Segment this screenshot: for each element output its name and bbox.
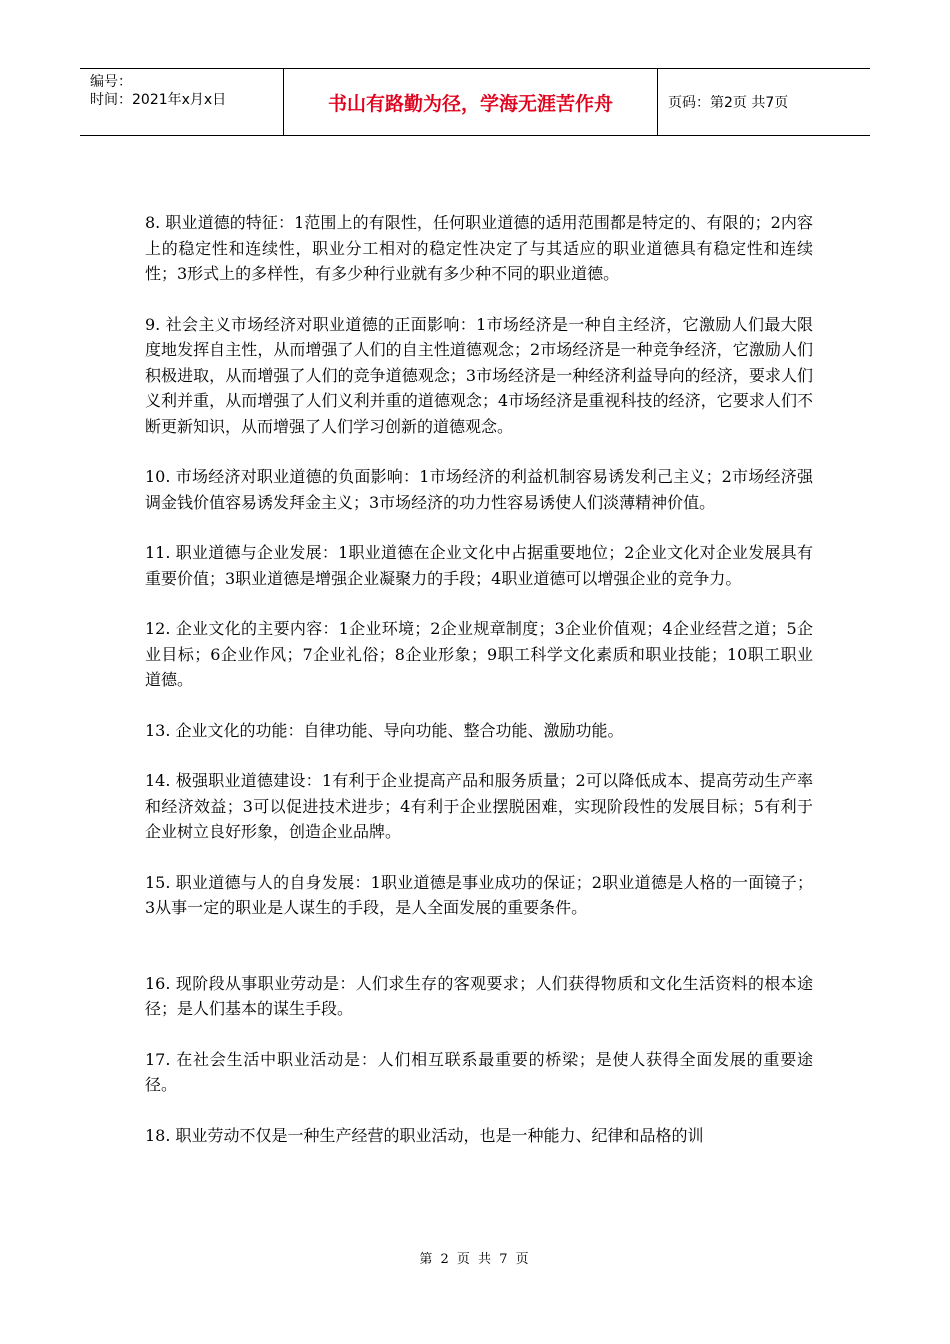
- paragraph-14: 14. 极强职业道德建设：1有利于企业提高产品和服务质量；2可以降低成本、提高劳动生产率和经济效益；3可以促进技术进步；4有利于企业摆脱困难，实现阶段性的发展目标；5有利于企业树立良好形象，创造企业品牌。: [145, 771, 813, 841]
- paragraph-12: 12. 企业文化的主要内容：1企业环境；2企业规章制度；3企业价值观；4企业经营之道；5企业目标；6企业作风；7企业礼俗；8企业形象；9职工科学文化素质和职业技能；10职工职业道德。: [145, 619, 813, 689]
- page-footer: 第 2 页 共 7 页: [419, 1252, 531, 1267]
- page-header: [80, 68, 870, 136]
- document-number-label: 编号：: [90, 74, 132, 90]
- header-page-number: 页码：第2页 共7页: [668, 95, 789, 111]
- document-body: [145, 210, 813, 1173]
- paragraph-9: 9. 社会主义市场经济对职业道德的正面影响：1市场经济是一种自主经济，它激励人们最大限度地发挥自主性，从而增强了人们的自主性道德观念；2市场经济是一种竞争经济，它激励人们积极进取，从而增强了人们的竞争道德观念；3市场经济是一种经济利益导向的经济，要求人们义利并重，从而增强了人们义利并重的道德观念；4市场经济是重视科技的经济，它要求人们不断更新知识，从而增强了人们学习创新的道德观念。: [145, 314, 813, 436]
- paragraph-15: 15. 职业道德与人的自身发展：1职业道德是事业成功的保证；2职业道德是人格的一面镜子；3从事一定的职业是人谋生的手段，是人全面发展的重要条件。: [145, 872, 813, 917]
- paragraph-10: 10. 市场经济对职业道德的负面影响：1市场经济的利益机制容易诱发利己主义；2市场经济强调金钱价值容易诱发拜金主义；3市场经济的功力性容易诱使人们淡薄精神价值。: [145, 467, 813, 512]
- paragraph-18: 18. 职业劳动不仅是一种生产经营的职业活动，也是一种能力、纪律和品格的训: [145, 1125, 704, 1145]
- paragraph-17: 17. 在社会生活中职业活动是：人们相互联系最重要的桥梁；是使人获得全面发展的重要途径。: [145, 1049, 813, 1094]
- paragraph-13: 13. 企业文化的功能：自律功能、导向功能、整合功能、激励功能。: [145, 720, 624, 740]
- header-slogan: 书山有路勤为径，学海无涯苦作舟: [284, 69, 658, 135]
- document-time-label: 时间：2021年x月x日: [90, 92, 227, 108]
- paragraph-16: 16. 现阶段从事职业劳动是：人们求生存的客观要求；人们获得物质和文化生活资料的根本途径；是人们基本的谋生手段。: [145, 973, 813, 1018]
- header-meta-cell: [80, 69, 284, 135]
- paragraph-11: 11. 职业道德与企业发展：1职业道德在企业文化中占据重要地位；2企业文化对企业发展具有重要价值；3职业道德是增强企业凝聚力的手段；4职业道德可以增强企业的竞争力。: [145, 543, 813, 588]
- paragraph-8: 8. 职业道德的特征：1范围上的有限性，任何职业道德的适用范围都是特定的、有限的；2内容上的稳定性和连续性，职业分工相对的稳定性决定了与其适应的职业道德具有稳定性和连续性；3形式上的多样性，有多少种行业就有多少种不同的职业道德。: [145, 213, 813, 283]
